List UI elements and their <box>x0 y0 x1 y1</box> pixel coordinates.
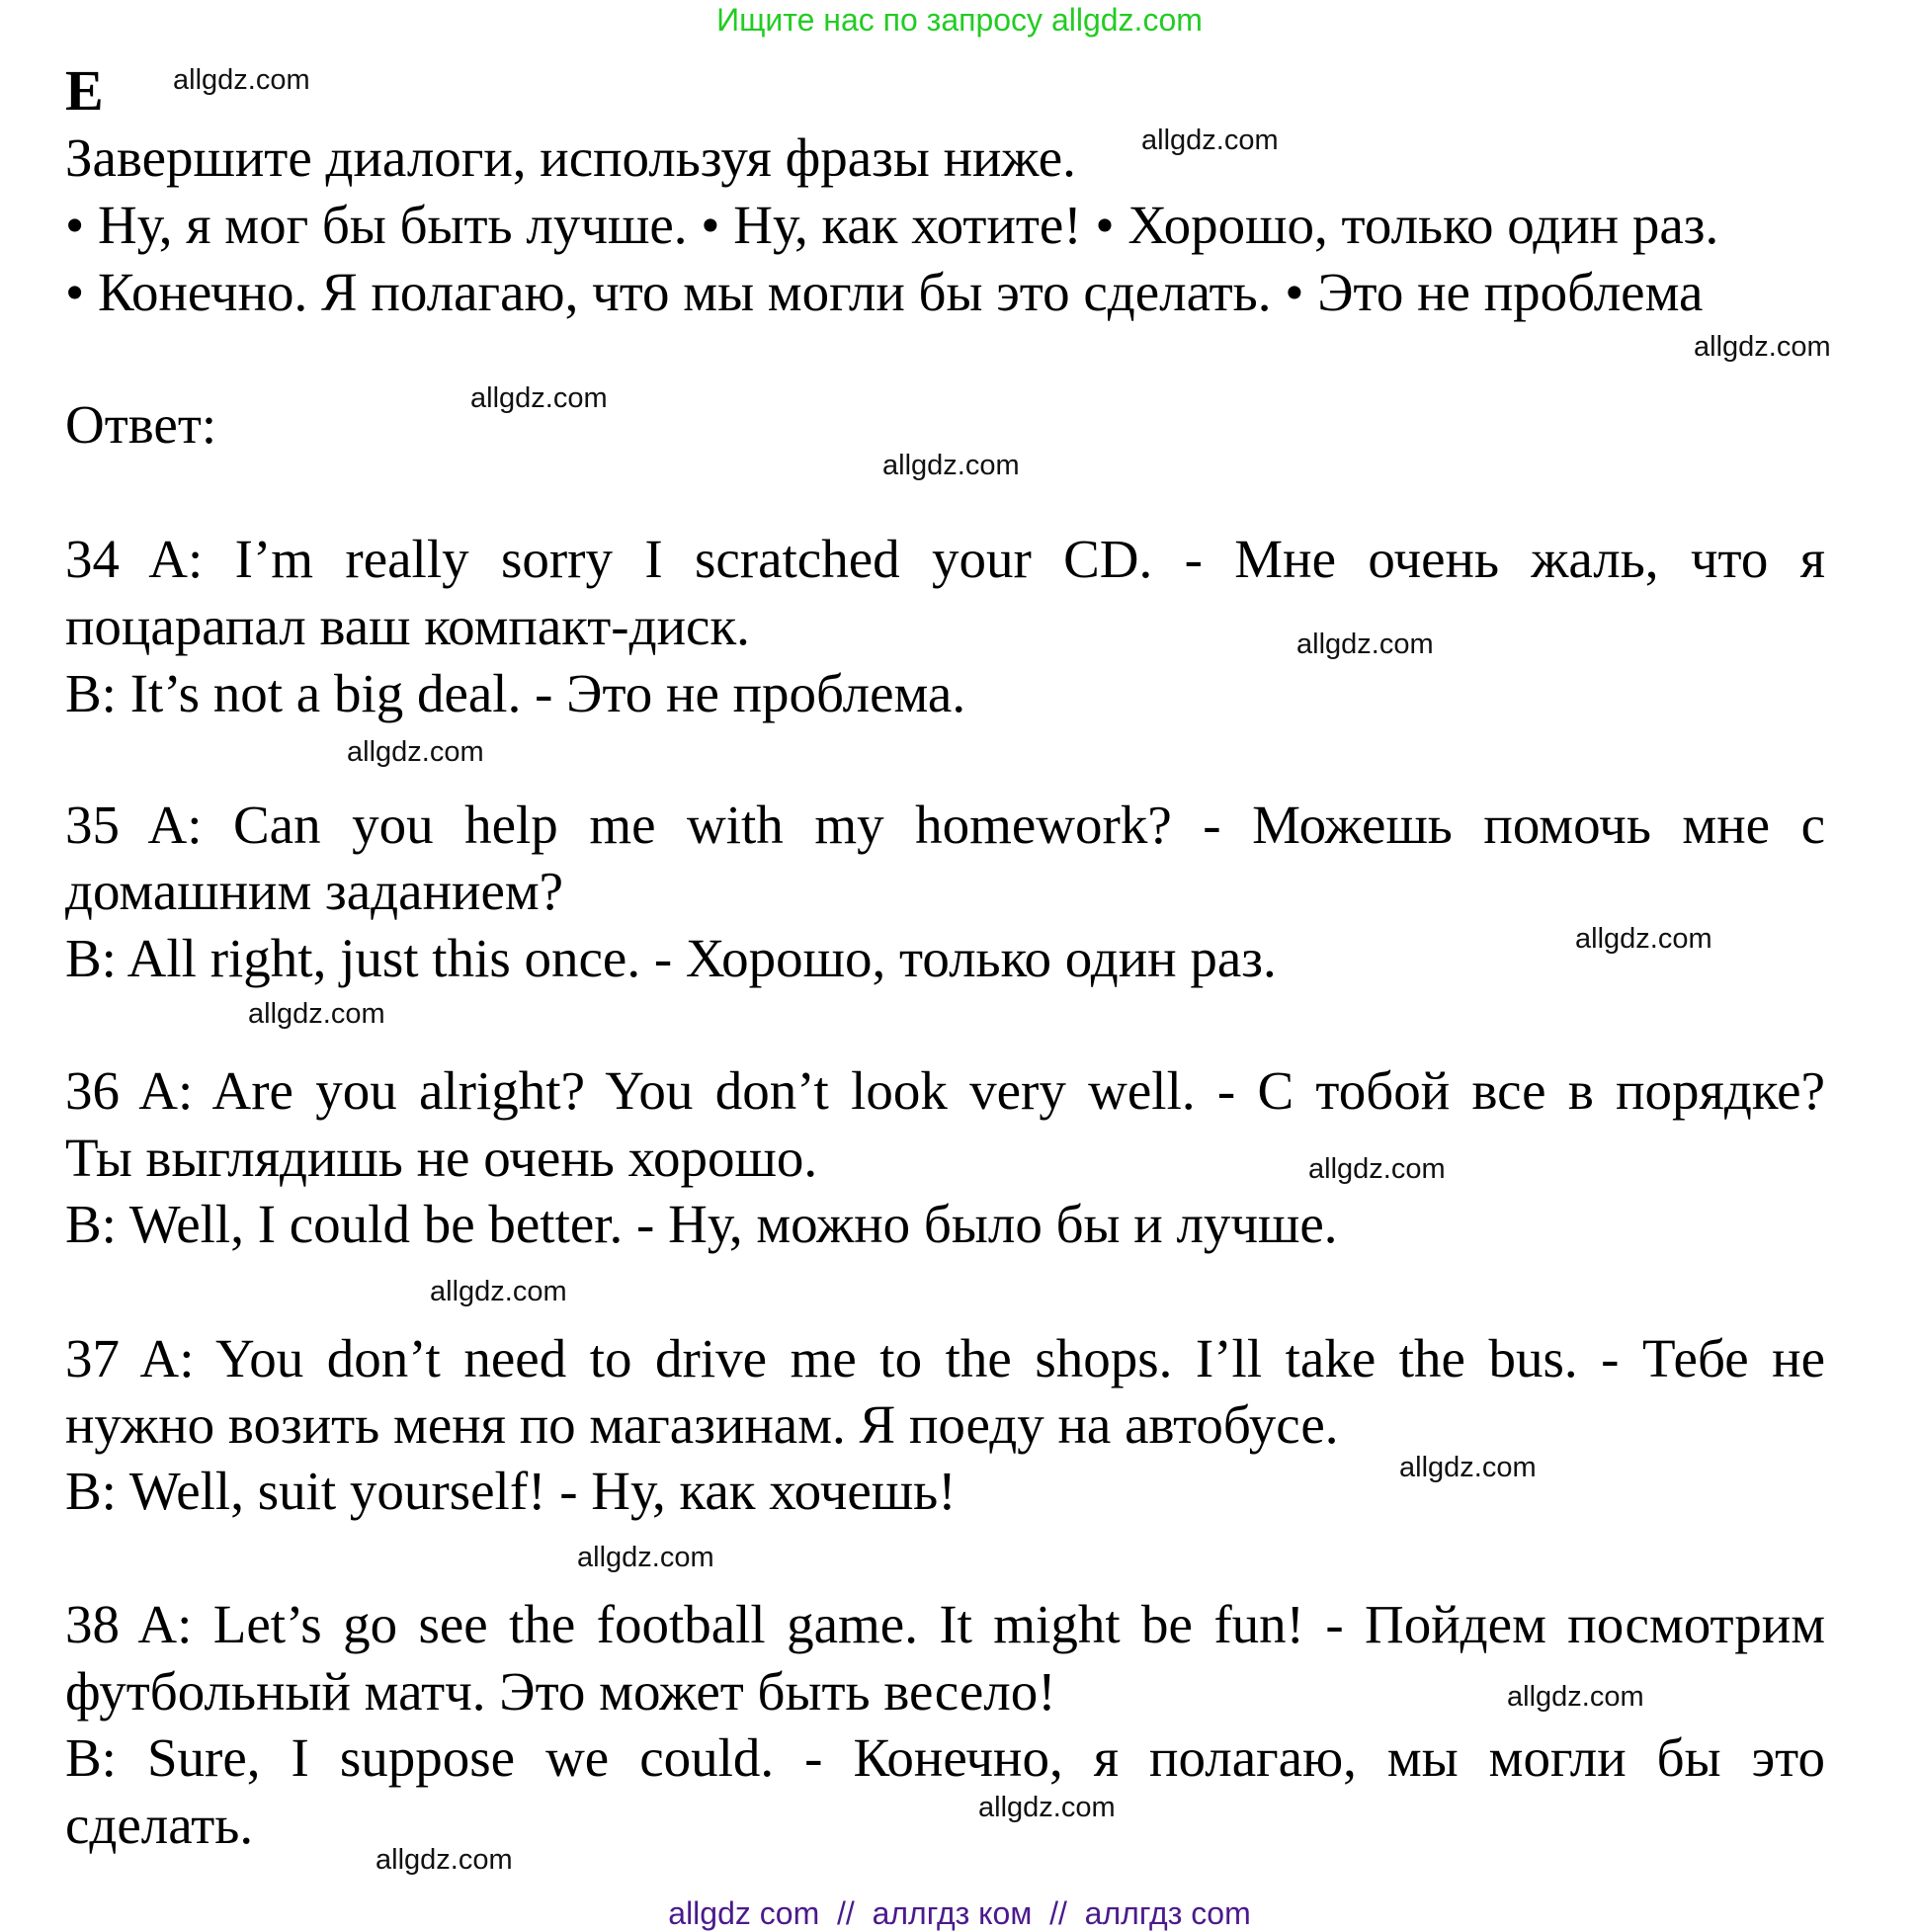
dialogue-line: 36 A: Are you alright? You don’t look very well. - С тобой все в порядке? <box>65 1060 1825 1121</box>
phrase-list-line: • Ну, я мог бы быть лучше. • Ну, как хотите! • Хорошо, только один раз. <box>65 195 1719 255</box>
dialogue-line: B: It’s not a big deal. - Это не проблема. <box>65 663 966 723</box>
watermark: allgdz.com <box>248 998 385 1030</box>
dialogue-line: 38 A: Let’s go see the football game. It might be fun! - Пойдем посмотрим <box>65 1594 1825 1654</box>
watermark: allgdz.com <box>173 64 310 96</box>
watermark: allgdz.com <box>375 1844 513 1876</box>
watermark: allgdz.com <box>1399 1452 1537 1483</box>
dialogue-line: нужно возить меня по магазинам. Я поеду на автобусе. <box>65 1394 1339 1455</box>
dialogue-line: B: Well, I could be better. - Ну, можно было бы и лучше. <box>65 1194 1338 1254</box>
instruction: Завершите диалоги, используя фразы ниже. <box>65 127 1076 188</box>
watermark: allgdz.com <box>978 1792 1116 1823</box>
dialogue-line: 35 A: Can you help me with my homework? - Можешь помочь мне с <box>65 795 1825 855</box>
section-letter: E <box>65 58 104 123</box>
dialogue-line: сделать. <box>65 1795 254 1855</box>
watermark: allgdz.com <box>347 736 484 768</box>
watermark: allgdz.com <box>1575 923 1712 955</box>
watermark: allgdz.com <box>1507 1681 1644 1713</box>
watermark: allgdz.com <box>470 382 608 414</box>
dialogue-line: 34 A: I’m really sorry I scratched your CD. - Мне очень жаль, что я <box>65 529 1825 589</box>
answer-label: Ответ: <box>65 394 217 455</box>
watermark: allgdz.com <box>1141 125 1279 156</box>
search-banner: Ищите нас по запросу allgdz.com <box>716 2 1203 38</box>
dialogue-line: B: All right, just this once. - Хорошо, только один раз. <box>65 928 1277 988</box>
dialogue-line: футбольный матч. Это может быть весело! <box>65 1661 1056 1722</box>
footer-links: allgdz com // аллгдз ком // аллгдз com <box>668 1895 1251 1931</box>
phrase-list-line: • Конечно. Я полагаю, что мы могли бы это сделать. • Это не проблема <box>65 262 1704 322</box>
dialogue-line: поцарапал ваш компакт-диск. <box>65 596 750 656</box>
dialogue-line: Ты выглядишь не очень хорошо. <box>65 1128 818 1188</box>
watermark: allgdz.com <box>882 450 1020 481</box>
watermark: allgdz.com <box>430 1276 567 1307</box>
watermark: allgdz.com <box>1296 629 1434 660</box>
watermark: allgdz.com <box>1694 331 1831 363</box>
dialogue-line: домашним заданием? <box>65 861 564 921</box>
watermark: allgdz.com <box>577 1542 714 1573</box>
dialogue-line: B: Sure, I suppose we could. - Конечно, я полагаю, мы могли бы это <box>65 1727 1825 1788</box>
dialogue-line: 37 A: You don’t need to drive me to the shops. I’ll take the bus. - Тебе не <box>65 1328 1825 1388</box>
dialogue-line: B: Well, suit yourself! - Ну, как хочешь! <box>65 1461 957 1521</box>
watermark: allgdz.com <box>1308 1153 1446 1185</box>
